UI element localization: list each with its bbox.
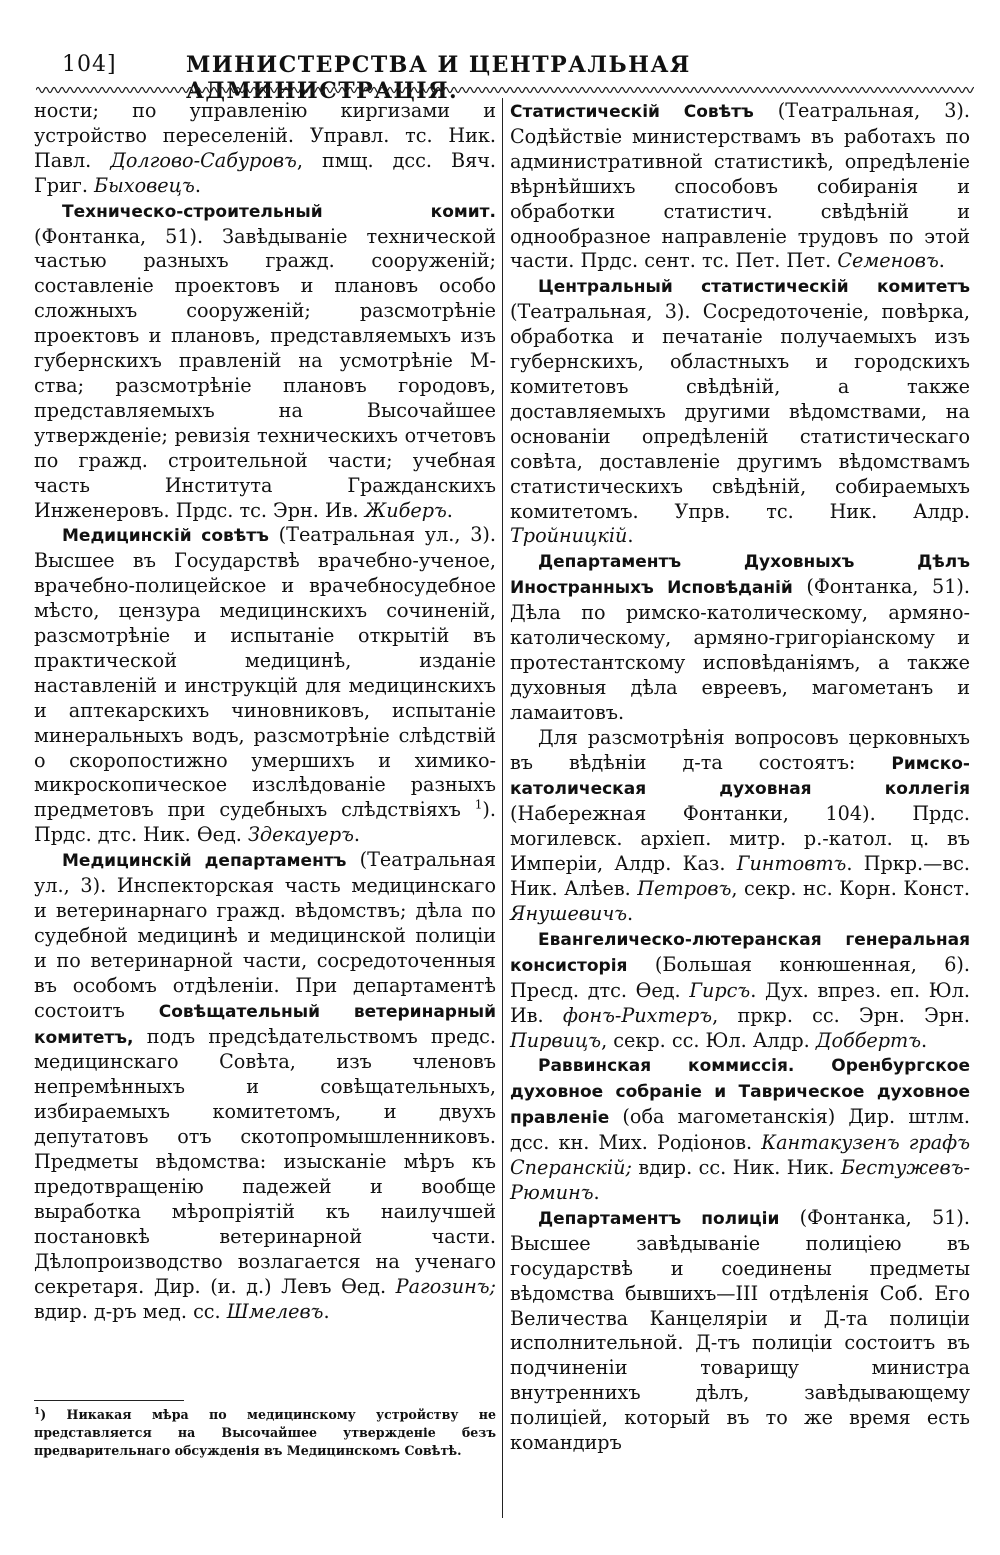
text-run: , пркр. сс. Эрн. Эрн. bbox=[712, 1003, 970, 1027]
text-run: подъ предсѣдательствомъ предс. медицинскаго Совѣта, изъ членовъ непремѣнныхъ и совѣщательныхъ, избираемыхъ комитетомъ, и двухъ депутатовъ отъ скотопромышленниковъ. Предметы вѣдомства: изысканіе мѣръ къ предотвращенію падежей и вообще выработка мѣропріятій къ наилучшей постановкѣ ветеринарной части. Дѣлопроизводство возлагается на ученаго секретаря. Дир. (и. д.) Левъ Ѳед. bbox=[34, 1024, 496, 1298]
text-run: ности; по управленію киргизами и устройство переселеній. Управл. тс. Ник. Павл. bbox=[34, 99, 496, 172]
paragraph bbox=[34, 99, 496, 199]
italic-name-run: Быховецъ bbox=[94, 173, 195, 197]
text-run: вдир. д-ръ мед. сс. bbox=[34, 1299, 227, 1323]
italic-name-run: Доббертъ bbox=[815, 1028, 922, 1052]
footnote-ref: 1 bbox=[474, 797, 483, 812]
text-run: . bbox=[353, 823, 361, 847]
text-run: (Набережная Фонтанки, 104). Прдс. могилевск. архіеп. митр. р.-катол. ц. въ Имперіи, Алдр. Каз. bbox=[510, 802, 970, 876]
text-run: (Театральная ул., 3). Инспекторская часть медицинскаго и ветеринарнаго гражд. вѣдомствъ; дѣла по судебной медицинѣ и медицинской полиціи и по ветеринарной части, сосредоточенныя въ особомъ отдѣленіи. При департаментѣ состоитъ bbox=[34, 848, 496, 1022]
paragraph bbox=[510, 726, 970, 927]
bold-heading-run: Римско-католическая духовная коллегія bbox=[510, 753, 970, 800]
bold-heading-run: Совѣщательный ветеринарный комитетъ, bbox=[34, 1001, 496, 1048]
italic-name-run: Кантакузенъ графъ Сперанскій; bbox=[510, 1131, 970, 1180]
text-run: , пмщ. дсс. Вяч. Григ. bbox=[34, 148, 496, 197]
italic-name-run: Шмелевъ bbox=[226, 1299, 324, 1323]
footnote-ref: 1 bbox=[34, 1406, 41, 1417]
paragraph bbox=[510, 99, 970, 274]
italic-name-run: фонъ-Рихтеръ bbox=[562, 1003, 713, 1027]
paragraph bbox=[510, 1206, 970, 1456]
column-divider bbox=[502, 98, 503, 1518]
text-run: . bbox=[627, 524, 634, 548]
text-run: . bbox=[593, 1180, 600, 1204]
text-run: (Фонтанка, 51). Дѣла по римско-католическому, армяно-католическому, армяно-григоріанскому и протестантскому исповѣданіямъ, а также духовныя дѣла евреевъ, магометанъ и ламаитовъ. bbox=[510, 575, 970, 724]
italic-name-run: Жиберъ bbox=[364, 498, 447, 522]
text-run: вдир. сс. Ник. Ник. bbox=[631, 1156, 841, 1180]
paragraph bbox=[34, 199, 496, 524]
italic-name-run: Гинтовтъ bbox=[736, 852, 847, 876]
text-run: . bbox=[921, 1028, 928, 1052]
text-run: . bbox=[194, 173, 201, 197]
paragraph bbox=[510, 1053, 970, 1205]
italic-name-run: Тройницкій bbox=[510, 524, 628, 548]
bold-heading-run: Евангелическо-лютеранская генеральная консисторія bbox=[510, 929, 970, 976]
italic-name-run: Долгово-Сабуровъ bbox=[110, 148, 297, 172]
bold-heading-run: Департаментъ Духовныхъ Дѣлъ Иностранныхъ Исповѣданій bbox=[510, 552, 970, 599]
paragraph bbox=[34, 848, 496, 1324]
text-run: . bbox=[627, 902, 634, 925]
text-run: (Большая конюшенная, 6). Пресд. дтс. Ѳед. bbox=[510, 952, 970, 1002]
text-run: (Театральная ул., 3). Высшее въ Государствѣ врачебно-ученое, врачебно-полицейское и врачебносудебное мѣсто, цензура медицинскихъ сочиненій, разсмотрѣніе и испытаніе открытій въ практической медицинѣ, изданіе наставленій и инструкцій для медицинскихъ и аптекарскихъ чиновниковъ, испытаніе минеральныхъ водъ, разсмотрѣніе слѣдствій о скоропостижно умершихъ и химико-микроскопическое изслѣдованіе разныхъ предметовъ при судебныхъ слѣдствіяхъ bbox=[34, 523, 496, 822]
text-run: , секр. сс. Юл. Алдр. bbox=[601, 1028, 816, 1052]
italic-name-run: Рагозинъ; bbox=[395, 1274, 496, 1298]
header-wavy-rule bbox=[36, 84, 974, 96]
page-number: 104] bbox=[62, 52, 117, 77]
bold-heading-run: Раввинская коммиссія. Оренбургское духовное собраніе и Таврическое духовное правленіе bbox=[510, 1056, 970, 1129]
text-run: . bbox=[938, 249, 945, 273]
bold-heading-run: Медицинскій совѣтъ bbox=[62, 526, 269, 547]
running-title: МИНИСТЕРСТВА И ЦЕНТРАЛЬНАЯ АДМИНИСТРАЦІЯ. bbox=[186, 52, 691, 104]
footnote-rule bbox=[34, 1400, 184, 1401]
paragraph bbox=[510, 927, 970, 1054]
text-run: . Дух. впрез. еп. Юл. Ив. bbox=[510, 978, 970, 1027]
text-run: (оба магометанскія) Дир. штлм. дсс. кн. Мих. Родіонов. bbox=[510, 1105, 970, 1155]
text-run: . bbox=[446, 498, 453, 522]
text-run: (Театральная, 3). Содѣйствіе министерствамъ въ работахъ по административной статистикѣ, опредѣленіе вѣрнѣйшихъ способовъ собиранія и обработки статистич. свѣдѣній и однообразное направленіе трудовъ по этой части. Прдс. сент. тс. Пет. Пет. bbox=[510, 99, 970, 273]
bold-heading-run: Медицинскій департаментъ bbox=[62, 851, 347, 872]
paragraph bbox=[34, 523, 496, 848]
text-run: Для разсмотрѣнія вопросовъ церковныхъ въ вѣдѣніи д-та состоятъ: bbox=[510, 725, 970, 774]
text-run: (Фонтанка, 51). Высшее завѣдываніе полиціею въ государствѣ и соединены предметы вѣдомства бывшихъ—III отдѣленія Соб. Его Величества Канцеляріи и Д-та полиціи исполнительной. Д-тъ полиціи состоитъ въ подчиненіи товарищу министра внутреннихъ дѣлъ, завѣдывающему полиціей, который въ то же время есть командиръ bbox=[510, 1205, 970, 1455]
text-run: . Пркр.—вс. Ник. Алѣев. bbox=[510, 852, 970, 901]
paragraph bbox=[510, 274, 970, 549]
italic-name-run: Бестужевъ-Рюминъ bbox=[510, 1156, 970, 1204]
left-column bbox=[34, 99, 496, 1324]
page-header bbox=[60, 52, 960, 104]
text-run: , секр. нс. Корн. Конст. bbox=[731, 877, 971, 901]
wavy-rule-line bbox=[36, 88, 974, 93]
footnote bbox=[34, 1406, 496, 1460]
bold-heading-run: Центральный статистическій комитетъ bbox=[538, 277, 970, 298]
italic-name-run: Янушевичъ bbox=[510, 902, 628, 925]
text-run: (Театральная, 3). Сосредоточеніе, повѣрка, обработка и печатаніе получаемыхъ изъ губернскихъ, областныхъ и городскихъ комитетовъ свѣдѣній, а также доставляемыхъ другими вѣдомствами, на основаніи опредѣленій статистическаго совѣта, доставленіе другимъ вѣдомствамъ статистическихъ свѣдѣній, собираемыхъ комитетомъ. Упрв. тс. Ник. Алдр. bbox=[510, 300, 970, 523]
right-column bbox=[510, 99, 970, 1456]
text-run: . bbox=[323, 1299, 330, 1323]
text-run: ) Никакая мѣра по медицинскому устройству не представляется на Высочайшее утвержденіе безъ предварительнаго обсужденія въ Медицинскомъ Совѣтѣ. bbox=[34, 1407, 496, 1458]
italic-name-run: Семеновъ bbox=[837, 249, 939, 273]
paragraph bbox=[510, 549, 970, 725]
italic-name-run: Здекауеръ bbox=[247, 823, 354, 847]
bold-heading-run: Техническо-строительный комит. bbox=[62, 201, 496, 222]
italic-name-run: Пирвицъ bbox=[510, 1028, 602, 1052]
bold-heading-run: Департаментъ полиціи bbox=[538, 1208, 780, 1229]
bold-heading-run: Статистическій Совѣтъ bbox=[510, 102, 754, 122]
italic-name-run: Петровъ bbox=[637, 877, 732, 901]
text-run: (Фонтанка, 51). Завѣдываніе технической частью разныхъ гражд. сооруженій; составленіе проектовъ и плановъ особо сложныхъ сооруженій; разсмотрѣніе проектовъ и плановъ, представляемыхъ изъ губернскихъ правленій на усмотрѣніе М-ства; разсмотрѣніе плановъ городовъ, представляемыхъ на Высочайшее утвержденіе; ревизія техническихъ отчетовъ по гражд. строительной части; учебная часть Института Гражданскихъ Инженеровъ. Прдс. тс. Эрн. Ив. bbox=[34, 224, 496, 522]
text-run: ). Прдс. дтс. Ник. Ѳед. bbox=[34, 798, 496, 847]
italic-name-run: Гирсъ bbox=[689, 978, 751, 1002]
